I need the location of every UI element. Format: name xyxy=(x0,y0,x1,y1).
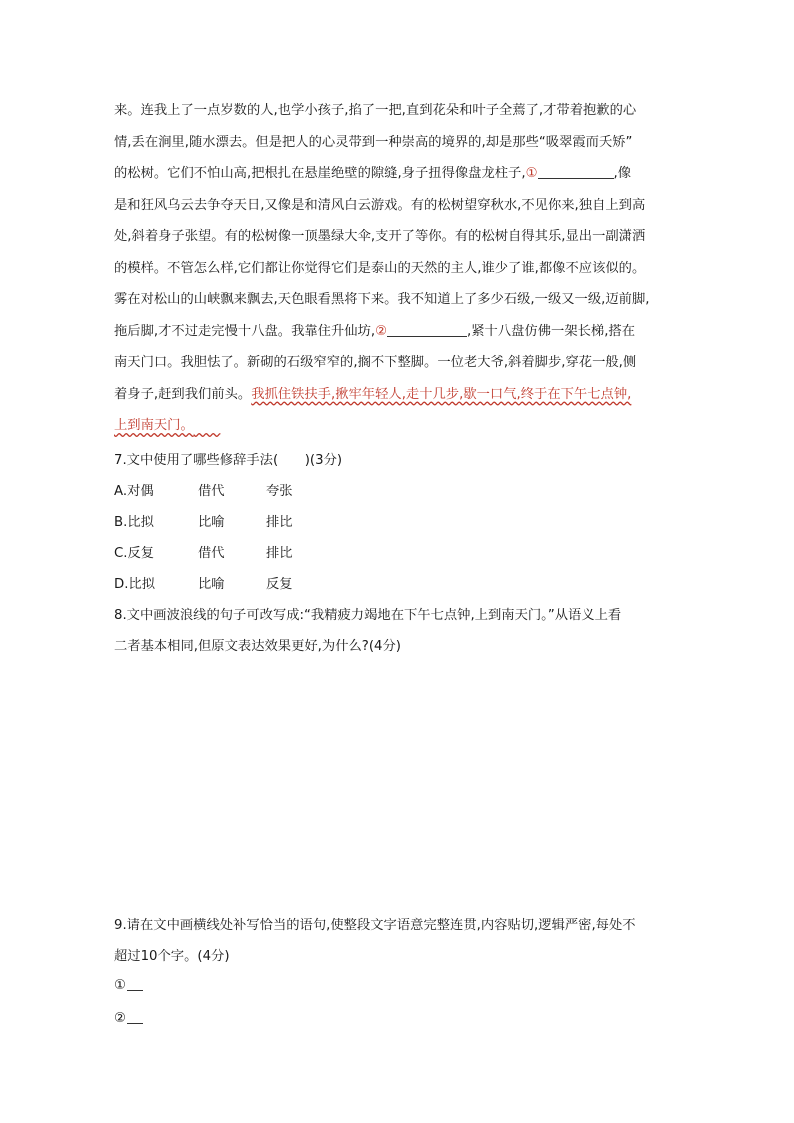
passage xyxy=(114,95,684,442)
option-item: 夸张 xyxy=(266,484,293,499)
option-label: B.比拟 xyxy=(114,515,154,530)
passage-line xyxy=(114,158,684,190)
passage-text: 着身子,赶到我们前头。 xyxy=(114,386,252,402)
option-item: 比喻 xyxy=(198,577,225,592)
question-9-line: 超过10个字。(4分) xyxy=(114,949,230,964)
wavy-underlined-sentence: 我抓住铁扶手,揪牢年轻人,走十几步,歇一口气,终于在下午七点钟, xyxy=(251,386,632,402)
passage-line xyxy=(114,190,684,222)
answer-marker: ② xyxy=(114,1011,126,1026)
passage-line xyxy=(114,316,684,348)
answer-blank xyxy=(127,1010,143,1024)
passage-line xyxy=(114,95,684,127)
passage-line xyxy=(114,347,684,379)
fill-blank-1 xyxy=(538,164,614,179)
passage-line xyxy=(114,379,684,411)
blank-marker-2: ② xyxy=(375,323,388,339)
option-item: 借代 xyxy=(198,484,225,499)
q9-answer-1[interactable] xyxy=(114,977,143,993)
passage-text: ,像 xyxy=(613,166,632,181)
passage-line xyxy=(114,410,684,442)
question-9-line: 9.请在文中画横线处补写恰当的语句,使整段文字语意完整连贯,内容贴切,逻辑严密,每处不 xyxy=(114,918,636,933)
option-item: 借代 xyxy=(198,546,225,561)
option-label: C.反复 xyxy=(114,546,155,561)
option-label: A.对偶 xyxy=(114,484,154,499)
answer-blank xyxy=(127,977,143,991)
passage-text: 的模样。不管怎么样,它们都让你觉得它们是泰山的天然的主人,谁少了谁,都像不应该似的。 xyxy=(114,260,646,276)
option-item: 排比 xyxy=(266,515,293,530)
question-7-stem: 7.文中使用了哪些修辞手法( )(3分) xyxy=(114,453,343,468)
option-item: 排比 xyxy=(266,546,293,561)
passage-text: 雾在对松山的山峡飘来飘去,天色眼看黑将下来。我不知道上了多少石级,一级又一级,迈前脚, xyxy=(114,292,650,307)
passage-text: 来。连我上了一点岁数的人,也学小孩子,掐了一把,直到花朵和叶子全蔫了,才带着抱歉的心 xyxy=(114,103,637,118)
passage-text: 的松树。它们不怕山高,把根扎在悬崖绝壁的隙缝,身子扭得像盘龙柱子, xyxy=(114,166,526,181)
q9-answer-2[interactable] xyxy=(114,1010,143,1026)
option-item: 比喻 xyxy=(198,515,225,530)
passage-text: 是和狂风乌云去争夺天日,又像是和清风白云游戏。有的松树望穿秋水,不见你来,独自上到高 xyxy=(114,197,646,213)
fill-blank-2 xyxy=(387,322,467,337)
passage-line xyxy=(114,127,684,159)
wavy-underlined-sentence: 上到南天门。 xyxy=(114,418,194,433)
passage-line xyxy=(114,253,684,285)
answer-marker: ① xyxy=(114,978,126,993)
question-8-line: 8.文中画波浪线的句子可改写成:“我精疲力竭地在下午七点钟,上到南天门。”从语义上看 xyxy=(114,608,622,623)
option-label: D.比拟 xyxy=(114,577,156,592)
passage-text: 处,斜着身子张望。有的松树像一顶墨绿大伞,支开了等你。有的松树自得其乐,显出一副潇洒 xyxy=(114,229,646,244)
blank-marker-1: ① xyxy=(525,166,538,181)
passage-text: 情,丢在涧里,随水漂去。但是把人的心灵带到一种崇高的境界的,却是那些“吸翠霞而夭矫” xyxy=(114,134,633,150)
wavy-trailing-space xyxy=(194,418,221,433)
passage-text: 拖后脚,才不过走完慢十八盘。我靠住升仙坊, xyxy=(114,323,376,339)
passage-text: ,紧十八盘仿佛一架长梯,搭在 xyxy=(467,323,636,339)
passage-text: 南天门口。我胆怯了。新砌的石级窄窄的,搁不下整脚。一位老大爷,斜着脚步,穿花一般,侧 xyxy=(114,355,637,370)
q8-answer-area[interactable] xyxy=(114,660,684,900)
option-item: 反复 xyxy=(266,577,293,592)
question-8-line: 二者基本相同,但原文表达效果更好,为什么?(4分) xyxy=(114,639,401,654)
passage-line xyxy=(114,284,684,316)
passage-line xyxy=(114,221,684,253)
